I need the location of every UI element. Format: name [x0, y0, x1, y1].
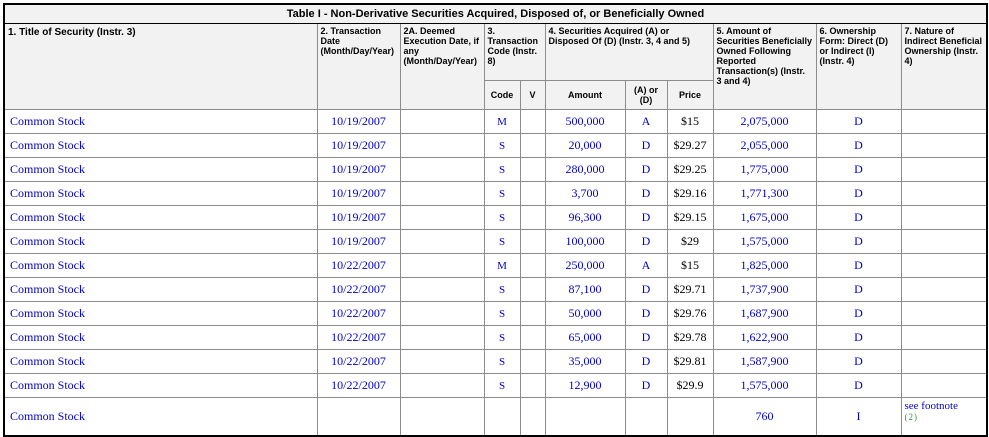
cell-owned: 1,825,000 [713, 254, 816, 278]
cell-v [520, 398, 545, 437]
cell-ownership-form: D [816, 206, 901, 230]
header-transaction-date: 2. Transaction Date (Month/Day/Year) [317, 24, 400, 110]
subheader-code: Code [484, 81, 520, 110]
cell-date: 10/19/2007 [317, 110, 400, 134]
table-row [4, 254, 987, 278]
table-row [4, 374, 987, 398]
table-caption: Table I - Non-Derivative Securities Acquired, Disposed of, or Beneficially Owned [4, 4, 987, 24]
cell-title: Common Stock [4, 158, 317, 182]
cell-nature [901, 182, 987, 206]
cell-owned: 1,771,300 [713, 182, 816, 206]
cell-date: 10/22/2007 [317, 302, 400, 326]
cell-amount: 3,700 [545, 182, 625, 206]
cell-a-or-d: D [625, 374, 667, 398]
cell-date: 10/19/2007 [317, 158, 400, 182]
cell-title: Common Stock [4, 230, 317, 254]
cell-amount: 100,000 [545, 230, 625, 254]
table-row [4, 302, 987, 326]
table-row [4, 158, 987, 182]
cell-ownership-form: D [816, 158, 901, 182]
cell-price: $29.16 [667, 182, 713, 206]
cell-v [520, 254, 545, 278]
cell-code: S [484, 134, 520, 158]
cell-nature [901, 350, 987, 374]
cell-title: Common Stock [4, 350, 317, 374]
cell-ownership-form: D [816, 350, 901, 374]
cell-a-or-d: D [625, 158, 667, 182]
cell-nature [901, 110, 987, 134]
cell-title: Common Stock [4, 302, 317, 326]
cell-amount: 250,000 [545, 254, 625, 278]
table-row [4, 350, 987, 374]
table-row [4, 326, 987, 350]
cell-owned: 1,675,000 [713, 206, 816, 230]
cell-nature [901, 230, 987, 254]
cell-date: 10/19/2007 [317, 134, 400, 158]
cell-ownership-form: D [816, 110, 901, 134]
cell-nature [901, 278, 987, 302]
cell-v [520, 278, 545, 302]
non-derivative-table [3, 3, 988, 437]
cell-date: 10/19/2007 [317, 182, 400, 206]
cell-deemed [400, 278, 484, 302]
cell-owned: 2,075,000 [713, 110, 816, 134]
subheader-amount: Amount [545, 81, 625, 110]
cell-price: $29.27 [667, 134, 713, 158]
cell-deemed [400, 254, 484, 278]
cell-a-or-d: D [625, 302, 667, 326]
cell-code: S [484, 206, 520, 230]
header-deemed-execution-date: 2A. Deemed Execution Date, if any (Month/Day/Year) [400, 24, 484, 110]
cell-title: Common Stock [4, 206, 317, 230]
cell-v [520, 110, 545, 134]
cell-title: Common Stock [4, 182, 317, 206]
cell-a-or-d: D [625, 206, 667, 230]
subheader-a-or-d: (A) or (D) [625, 81, 667, 110]
cell-title: Common Stock [4, 278, 317, 302]
footnote-ref-link[interactable]: (2) [904, 412, 918, 422]
cell-ownership-form: D [816, 182, 901, 206]
cell-deemed [400, 158, 484, 182]
cell-title: Common Stock [4, 110, 317, 134]
cell-a-or-d: D [625, 134, 667, 158]
cell-a-or-d: A [625, 110, 667, 134]
cell-date: 10/22/2007 [317, 326, 400, 350]
cell-amount: 96,300 [545, 206, 625, 230]
cell-deemed [400, 134, 484, 158]
cell-code: M [484, 110, 520, 134]
cell-amount: 12,900 [545, 374, 625, 398]
header-amount-owned: 5. Amount of Securities Beneficially Owned Following Reported Transaction(s) (Instr. 3 and 4) [713, 24, 816, 110]
cell-price: $15 [667, 110, 713, 134]
cell-v [520, 374, 545, 398]
cell-v [520, 206, 545, 230]
table-row [4, 134, 987, 158]
cell-date: 10/22/2007 [317, 254, 400, 278]
table-row [4, 278, 987, 302]
cell-owned: 1,687,900 [713, 302, 816, 326]
cell-deemed [400, 206, 484, 230]
cell-date: 10/19/2007 [317, 206, 400, 230]
cell-amount: 280,000 [545, 158, 625, 182]
cell-owned: 1,575,000 [713, 374, 816, 398]
cell-price: $29.71 [667, 278, 713, 302]
cell-deemed [400, 350, 484, 374]
table-row [4, 110, 987, 134]
subheader-price: Price [667, 81, 713, 110]
cell-code: S [484, 230, 520, 254]
cell-deemed [400, 230, 484, 254]
cell-nature [901, 254, 987, 278]
table-row [4, 182, 987, 206]
cell-price [667, 398, 713, 437]
cell-ownership-form: D [816, 302, 901, 326]
cell-deemed [400, 110, 484, 134]
cell-code: S [484, 182, 520, 206]
cell-deemed [400, 302, 484, 326]
cell-a-or-d [625, 398, 667, 437]
cell-amount: 20,000 [545, 134, 625, 158]
table-body [4, 110, 987, 437]
cell-code: M [484, 254, 520, 278]
header-title-of-security: 1. Title of Security (Instr. 3) [4, 24, 317, 110]
cell-ownership-form: D [816, 374, 901, 398]
cell-date: 10/22/2007 [317, 350, 400, 374]
cell-nature [901, 206, 987, 230]
cell-code: S [484, 374, 520, 398]
cell-ownership-form: D [816, 254, 901, 278]
cell-price: $29.81 [667, 350, 713, 374]
cell-deemed [400, 374, 484, 398]
cell-amount: 500,000 [545, 110, 625, 134]
see-footnote-link[interactable]: see footnote [904, 400, 958, 412]
cell-price: $29 [667, 230, 713, 254]
cell-code: S [484, 158, 520, 182]
cell-nature [901, 158, 987, 182]
header-securities-acquired: 4. Securities Acquired (A) or Disposed Of (D) (Instr. 3, 4 and 5) [545, 24, 713, 81]
cell-code: S [484, 350, 520, 374]
cell-title: Common Stock [4, 134, 317, 158]
cell-title: Common Stock [4, 398, 317, 437]
cell-code: S [484, 302, 520, 326]
cell-nature [901, 134, 987, 158]
cell-owned: 760 [713, 398, 816, 437]
cell-owned: 1,737,900 [713, 278, 816, 302]
cell-deemed [400, 326, 484, 350]
cell-nature [901, 302, 987, 326]
cell-v [520, 302, 545, 326]
cell-owned: 1,587,900 [713, 350, 816, 374]
cell-price: $29.15 [667, 206, 713, 230]
table-row [4, 230, 987, 254]
cell-code: S [484, 326, 520, 350]
cell-nature [901, 398, 987, 437]
table-row [4, 398, 987, 437]
cell-title: Common Stock [4, 326, 317, 350]
cell-a-or-d: D [625, 182, 667, 206]
cell-v [520, 182, 545, 206]
cell-price: $15 [667, 254, 713, 278]
cell-owned: 1,622,900 [713, 326, 816, 350]
cell-owned: 1,775,000 [713, 158, 816, 182]
cell-v [520, 134, 545, 158]
cell-ownership-form: I [816, 398, 901, 437]
cell-v [520, 326, 545, 350]
cell-amount: 65,000 [545, 326, 625, 350]
cell-owned: 2,055,000 [713, 134, 816, 158]
cell-code: S [484, 278, 520, 302]
cell-a-or-d: D [625, 326, 667, 350]
header-transaction-code: 3. Transaction Code (Instr. 8) [484, 24, 545, 81]
cell-price: $29.76 [667, 302, 713, 326]
cell-amount: 35,000 [545, 350, 625, 374]
cell-nature [901, 326, 987, 350]
cell-v [520, 350, 545, 374]
subheader-v: V [520, 81, 545, 110]
cell-a-or-d: D [625, 350, 667, 374]
cell-date: 10/19/2007 [317, 230, 400, 254]
cell-date: 10/22/2007 [317, 374, 400, 398]
cell-amount [545, 398, 625, 437]
cell-date: 10/22/2007 [317, 278, 400, 302]
cell-date [317, 398, 400, 437]
cell-title: Common Stock [4, 374, 317, 398]
cell-v [520, 230, 545, 254]
cell-a-or-d: D [625, 230, 667, 254]
cell-title: Common Stock [4, 254, 317, 278]
cell-deemed [400, 398, 484, 437]
cell-v [520, 158, 545, 182]
cell-price: $29.78 [667, 326, 713, 350]
header-nature-of-ownership: 7. Nature of Indirect Beneficial Ownership (Instr. 4) [901, 24, 987, 110]
cell-code [484, 398, 520, 437]
cell-ownership-form: D [816, 278, 901, 302]
cell-amount: 50,000 [545, 302, 625, 326]
cell-price: $29.25 [667, 158, 713, 182]
cell-ownership-form: D [816, 134, 901, 158]
cell-amount: 87,100 [545, 278, 625, 302]
table-row [4, 206, 987, 230]
cell-deemed [400, 182, 484, 206]
cell-owned: 1,575,000 [713, 230, 816, 254]
cell-ownership-form: D [816, 326, 901, 350]
cell-a-or-d: A [625, 254, 667, 278]
header-ownership-form: 6. Ownership Form: Direct (D) or Indirect (I) (Instr. 4) [816, 24, 901, 110]
cell-a-or-d: D [625, 278, 667, 302]
cell-ownership-form: D [816, 230, 901, 254]
cell-price: $29.9 [667, 374, 713, 398]
cell-nature [901, 374, 987, 398]
